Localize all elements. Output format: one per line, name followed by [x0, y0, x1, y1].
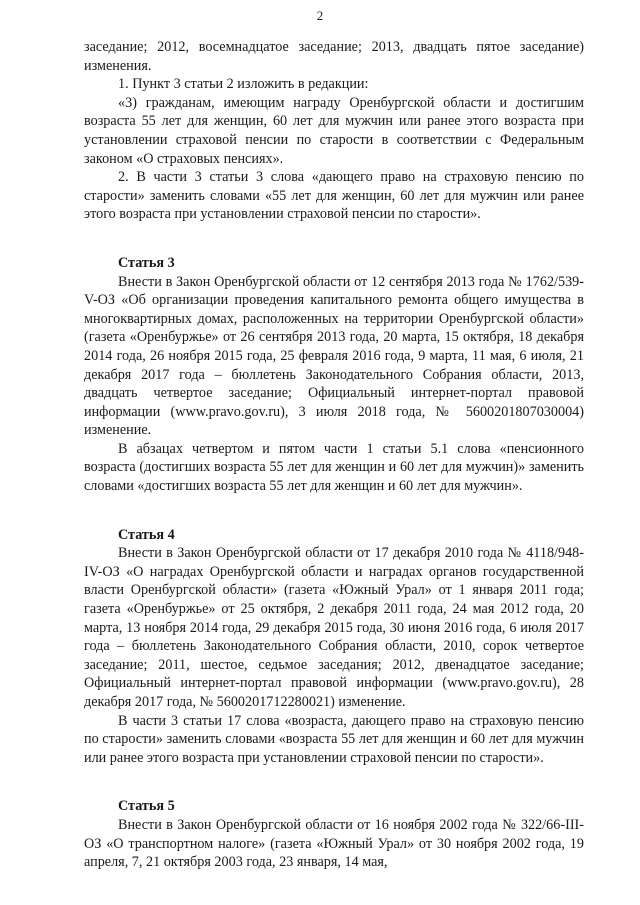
- page-number: 2: [316, 8, 324, 23]
- article-heading: Статья 3: [118, 254, 175, 271]
- paragraph: 1. Пункт 3 статьи 2 изложить в редакции:: [118, 76, 369, 93]
- paragraph: Внести в Закон Оренбургской области от 16 ноября 2002 года № 322/66-III-ОЗ «О транспортном налоге» (газета «Южный Урал» от 30 ноября 2002 года, 19 апреля, 7, 21 октября 2003 года, 23 января, 14 мая,: [84, 816, 584, 871]
- paragraph: В абзацах четвертом и пятом части 1 статьи 5.1 слова «пенсионного возраста (достигших возраста 55 лет для женщин и 60 лет для мужчин)» заменить словами «достигших возраста 55 лет для женщин и 60 лет для мужчин».: [84, 440, 584, 495]
- paragraph: В части 3 статьи 17 слова «возраста, дающего право на страховую пенсию по старости» заменить словами «возраста 55 лет для женщин и 60 лет для мужчин или ранее этого возраста при установлении страховой пенсии по старости».: [84, 712, 584, 766]
- article-heading: Статья 5: [118, 798, 175, 815]
- paragraph: 2. В части 3 статьи 3 слова «дающего право на страховую пенсию по старости» заменить словами «55 лет для женщин, 60 лет для мужчин или ранее этого возраста при установлении страховой пенсии по старости».: [84, 169, 584, 223]
- paragraph: заседание; 2012, восемнадцатое заседание; 2013, двадцать пятое заседание) изменения.: [84, 39, 584, 74]
- paragraph: «3) гражданам, имеющим награду Оренбургской области и достигшим возраста 55 лет для женщин, 60 лет для мужчин или ранее этого возраста при установлении страховой пенсии по старости в соответствии с Федеральным законом «О страховых пенсиях».: [84, 94, 584, 167]
- article-heading: Статья 4: [118, 526, 175, 543]
- paragraph: Внести в Закон Оренбургской области от 17 декабря 2010 года № 4118/948-IV-ОЗ «О наградах Оренбургской области и наградах органов государственной власти Оренбургской области» (газета «Южный Урал» от 1 января 2011 года; газета «Оренбуржье» от 25 октября, 2 декабря 2011 года, 24 мая 2012 года, 20 марта, 13 ноября 2014 года, 29 декабря 2015 года, 30 июня 2016 года, 6 июля 2017 года – бюллетень Законодательного Собрания области, 2010, сорок четвертое заседание; 2011, шестое, седьмое заседания; 2012, двенадцатое заседание; Официальный интернет-портал правовой информации (www.pravo.gov.ru), 28 декабря 2017 года, № 5600201712280021) изменение.: [84, 545, 584, 710]
- document-body: [84, 38, 584, 872]
- paragraph: Внести в Закон Оренбургской области от 12 сентября 2013 года № 1762/539-V-ОЗ «Об организации проведения капитального ремонта общего имущества в многоквартирных домах, расположенных на территории Оренбургской области» (газета «Оренбуржье» от 26 сентября 2013 года, 20 марта, 15 октября, 18 декабря 2014 года, 26 ноября 2015 года, 25 февраля 2016 года, 9 марта, 11 мая, 6 июля, 21 декабря 2017 года – бюллетень Законодательного Собрания области, 2013, двадцать четвертое заседание; Официальный интернет-портал правовой информации (www.pravo.gov.ru), 3 июля 2018 года, № 5600201807030004) изменение.: [84, 273, 584, 439]
